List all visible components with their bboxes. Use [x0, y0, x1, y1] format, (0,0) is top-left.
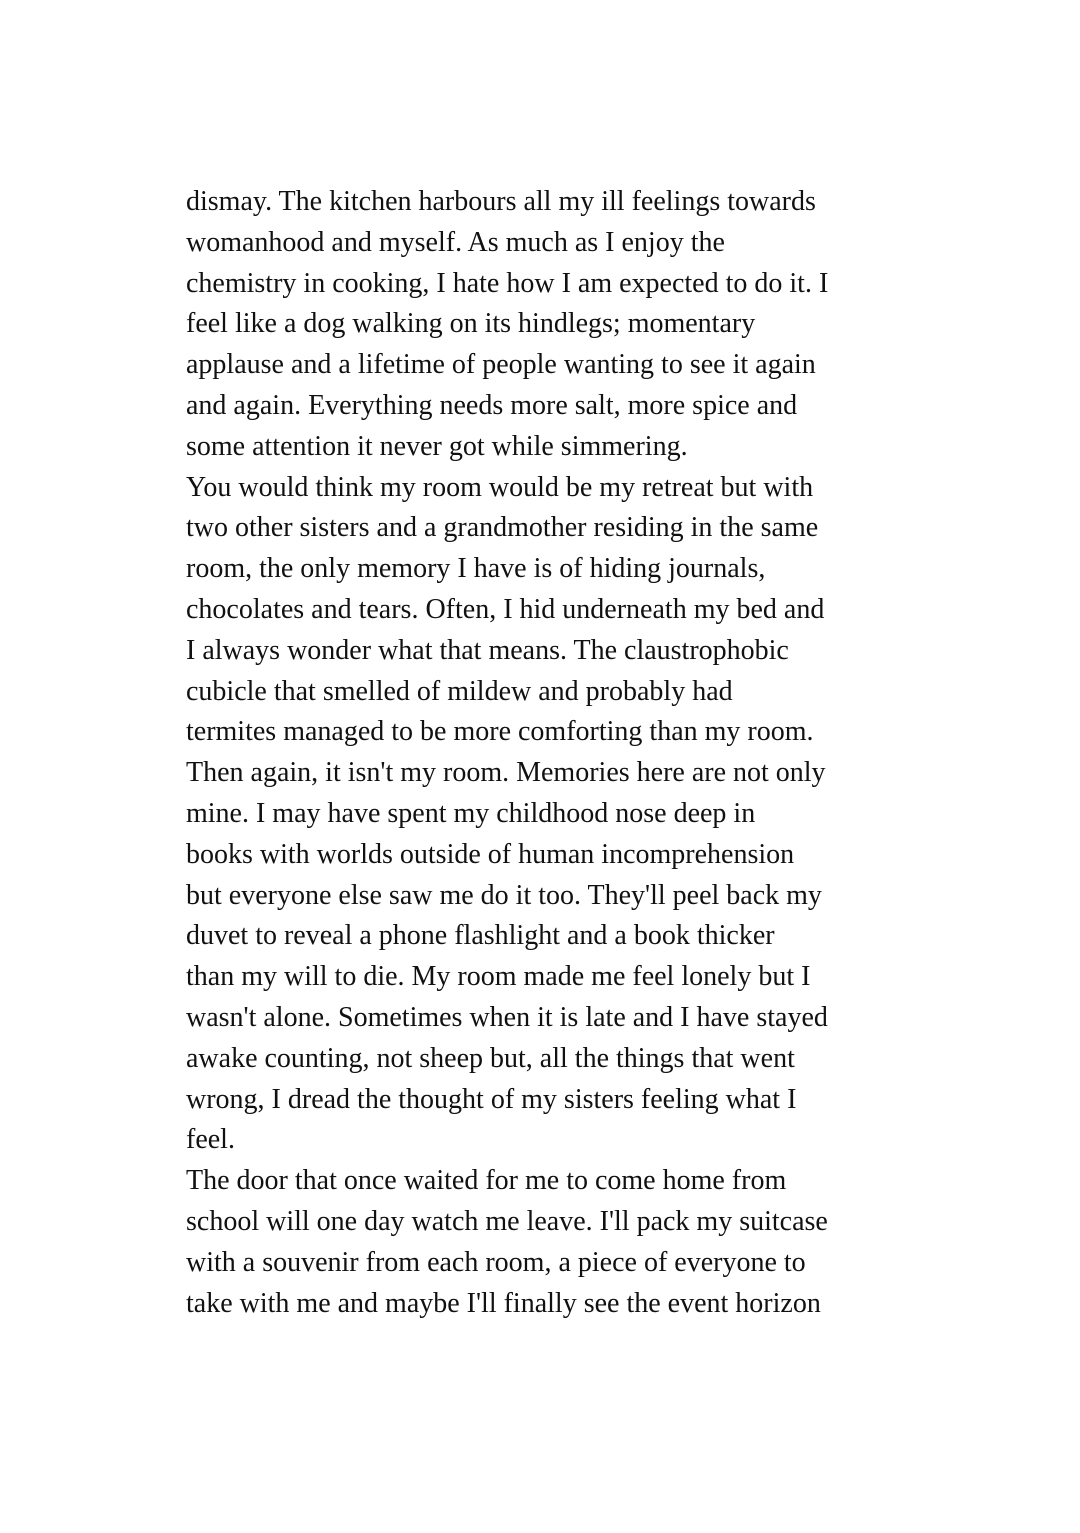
text-line: school will one day watch me leave. I'll pack my suitcase — [186, 1205, 828, 1237]
text-line: and again. Everything needs more salt, more spice and — [186, 389, 798, 421]
text-line: some attention it never got while simmering. — [186, 430, 688, 462]
text-line: books with worlds outside of human incomprehension — [186, 838, 795, 870]
text-line: I always wonder what that means. The claustrophobic — [186, 634, 789, 666]
text-line: wrong, I dread the thought of my sisters feeling what I — [186, 1083, 797, 1115]
text-line: chemistry in cooking, I hate how I am expected to do it. I — [186, 267, 829, 299]
body-text — [186, 182, 906, 1324]
text-line: take with me and maybe I'll finally see the event horizon — [186, 1287, 821, 1319]
text-line: chocolates and tears. Often, I hid underneath my bed and — [186, 593, 825, 625]
text-line: mine. I may have spent my childhood nose deep in — [186, 797, 756, 829]
text-line: dismay. The kitchen harbours all my ill feelings towards — [186, 186, 816, 217]
text-line: duvet to reveal a phone flashlight and a book thicker — [186, 920, 775, 952]
text-line: womanhood and myself. As much as I enjoy the — [186, 226, 725, 258]
text-line: awake counting, not sheep but, all the things that went — [186, 1042, 795, 1074]
text-line: feel like a dog walking on its hindlegs; momentary — [186, 308, 756, 340]
text-line: with a souvenir from each room, a piece of everyone to — [186, 1246, 806, 1278]
text-line: Then again, it isn't my room. Memories here are not only — [186, 757, 826, 789]
text-line: You would think my room would be my retreat but with — [186, 471, 814, 503]
text-line: feel. — [186, 1124, 235, 1156]
text-line: wasn't alone. Sometimes when it is late and I have stayed — [186, 1001, 828, 1033]
text-line: two other sisters and a grandmother residing in the same — [186, 512, 819, 544]
text-line: cubicle that smelled of mildew and probably had — [186, 675, 733, 707]
text-line: The door that once waited for me to come home from — [186, 1165, 787, 1197]
text-line: but everyone else saw me do it too. They'll peel back my — [186, 879, 822, 911]
text-line: applause and a lifetime of people wanting to see it again — [186, 349, 816, 381]
text-line: room, the only memory I have is of hiding journals, — [186, 553, 766, 585]
text-line: termites managed to be more comforting than my room. — [186, 716, 814, 748]
text-line: than my will to die. My room made me feel lonely but I — [186, 961, 811, 993]
